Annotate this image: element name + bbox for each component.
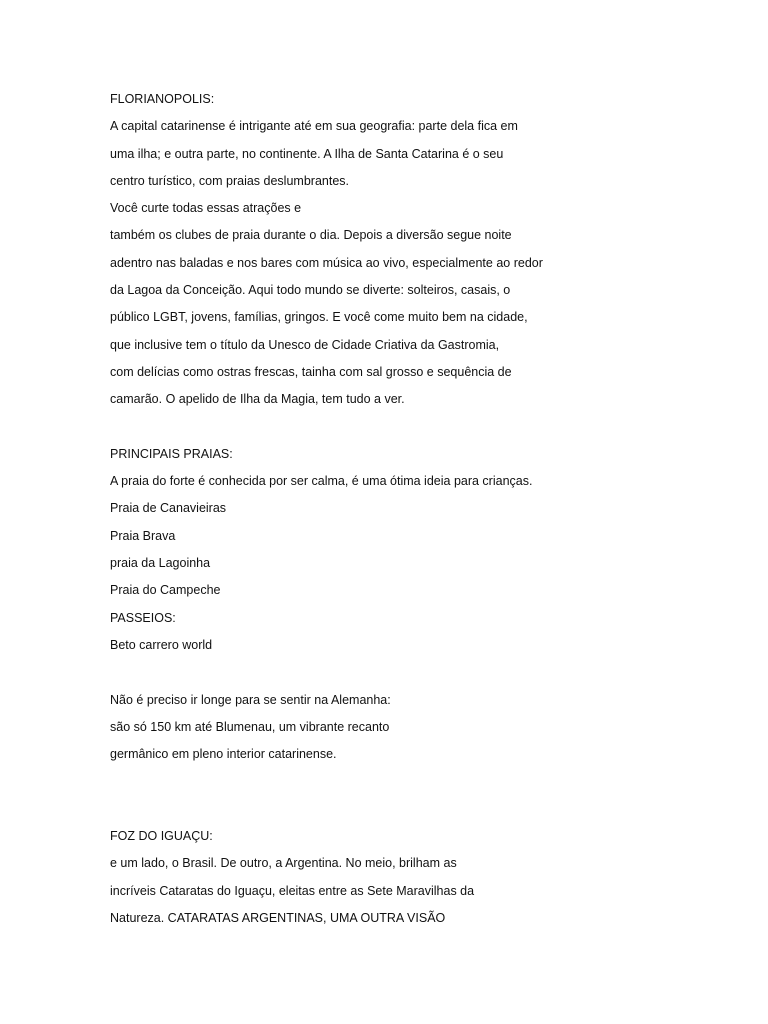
text-line: Você curte todas essas atrações e xyxy=(110,201,302,216)
text-line: A praia do forte é conhecida por ser calma, é uma ótima ideia para crianças. xyxy=(110,474,533,489)
text-line: incríveis Cataratas do Iguaçu, eleitas entre as Sete Maravilhas da xyxy=(110,883,475,898)
text-line: e um lado, o Brasil. De outro, a Argentina. No meio, brilham as xyxy=(110,856,457,871)
heading-principais-praias: PRINCIPAIS PRAIAS: xyxy=(110,446,233,461)
text-line: também os clubes de praia durante o dia. Depois a diversão segue noite xyxy=(110,228,512,243)
text-line: público LGBT, jovens, famílias, gringos. E você come muito bem na cidade, xyxy=(110,310,528,325)
text-line: Não é preciso ir longe para se sentir na Alemanha: xyxy=(110,692,391,707)
heading-passeios: PASSEIOS: xyxy=(110,610,176,625)
heading-florianopolis: FLORIANOPOLIS: xyxy=(110,92,215,106)
text-line: adentro nas baladas e nos bares com música ao vivo, especialmente ao redor xyxy=(110,255,543,270)
list-item: Praia de Canavieiras xyxy=(110,501,227,516)
list-item: praia da Lagoinha xyxy=(110,556,211,571)
document-body xyxy=(110,86,730,932)
text-line: centro turístico, com praias deslumbrantes. xyxy=(110,173,349,188)
text-line: germânico em pleno interior catarinense. xyxy=(110,747,337,762)
list-item: Beto carrero world xyxy=(110,637,213,652)
text-line: que inclusive tem o título da Unesco de Cidade Criativa da Gastromia, xyxy=(110,337,500,352)
text-line: uma ilha; e outra parte, no continente. A Ilha de Santa Catarina é o seu xyxy=(110,146,504,161)
text-line: camarão. O apelido de Ilha da Magia, tem tudo a ver. xyxy=(110,392,405,407)
list-item: Praia do Campeche xyxy=(110,583,221,598)
blank-line xyxy=(110,414,730,441)
blank-line xyxy=(110,796,730,823)
text-line: da Lagoa da Conceição. Aqui todo mundo se diverte: solteiros, casais, o xyxy=(110,283,511,298)
blank-line xyxy=(110,768,730,795)
text-line: com delícias como ostras frescas, tainha com sal grosso e sequência de xyxy=(110,364,512,379)
blank-line xyxy=(110,659,730,686)
text-line: são só 150 km até Blumenau, um vibrante recanto xyxy=(110,719,390,734)
text-line: Natureza. CATARATAS ARGENTINAS, UMA OUTRA VISÃO xyxy=(110,910,446,925)
list-item: Praia Brava xyxy=(110,528,176,543)
text-line: A capital catarinense é intrigante até em sua geografia: parte dela fica em xyxy=(110,119,518,134)
heading-foz-do-iguacu: FOZ DO IGUAÇU: xyxy=(110,829,213,844)
